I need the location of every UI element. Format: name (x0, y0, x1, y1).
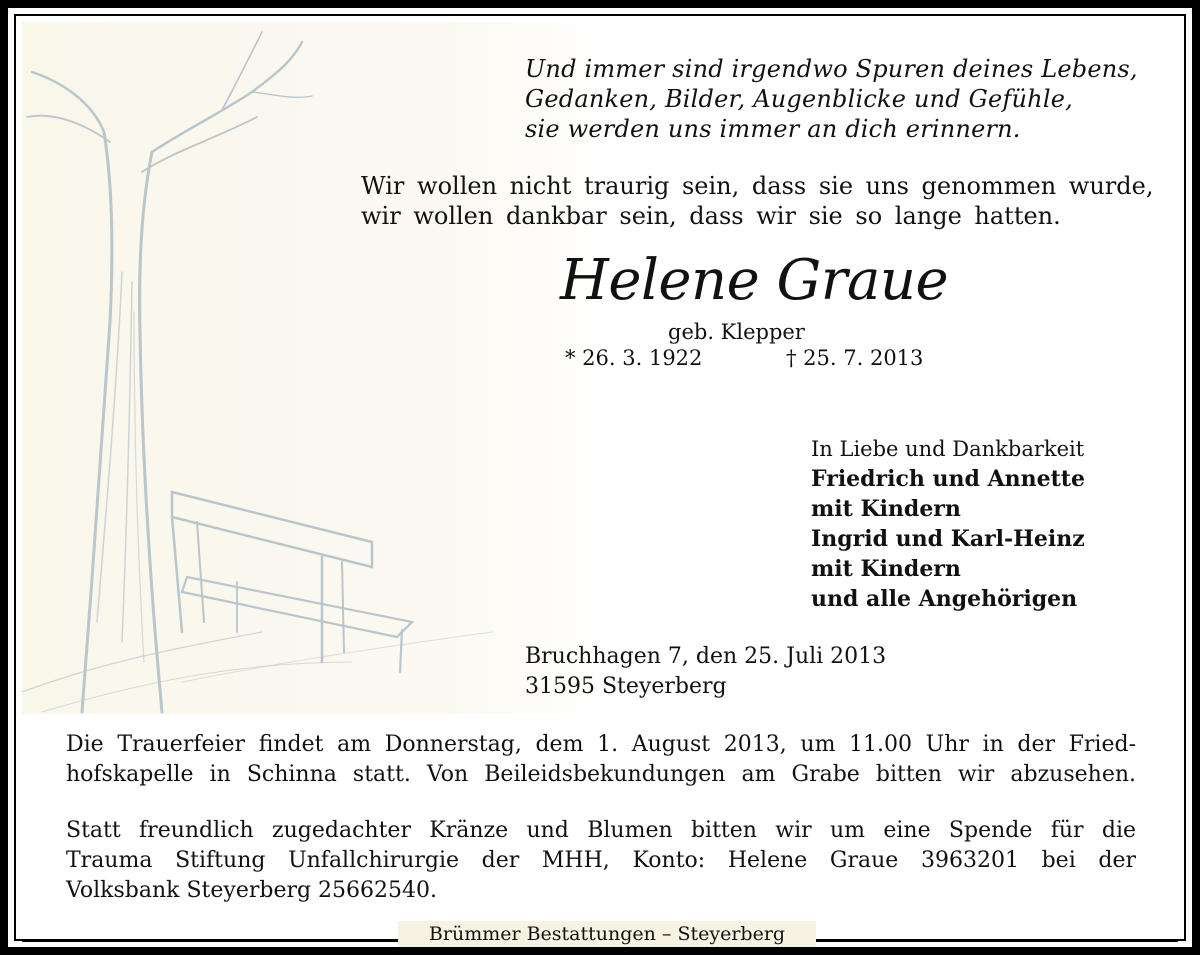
mourner-line-5: und alle Angehörigen (811, 586, 1078, 612)
mourner-line-3: Ingrid und Karl-Heinz (811, 526, 1085, 552)
quote-line-2: wir wollen dankbar sein, dass wir sie so lange hatten. (361, 202, 1061, 230)
deceased-name: Helene Graue (560, 248, 949, 313)
quote-line-1: Wir wollen nicht traurig sein, dass sie uns genommen wurde, (361, 172, 1154, 200)
donation-line-2: Trauma Stiftung Unfallchirurgie der MHH, Konto: Helene Graue 3963201 bei der (66, 848, 1136, 873)
mourners-intro: In Liebe und Dankbarkeit (811, 437, 1085, 461)
poem-line-3: sie werden uns immer an dich erinnern. (525, 115, 1021, 143)
address-line-2: 31595 Steyerberg (525, 674, 727, 699)
address-line-1: Bruchhagen 7, den 25. Juli 2013 (525, 644, 887, 669)
poem-line-2: Gedanken, Bilder, Augenblicke und Gefühle, (525, 85, 1073, 113)
footer-undertaker: Brümmer Bestattungen – Steyerberg (398, 921, 816, 947)
funeral-line-1: Die Trauerfeier findet am Donnerstag, dem 1. August 2013, um 11.00 Uhr in der Fried- (66, 732, 1136, 757)
mourner-line-2: mit Kindern (811, 496, 961, 522)
donation-line-1: Statt freundlich zugedachter Kränze und Blumen bitten wir um eine Spende für die (66, 818, 1136, 843)
mourner-line-4: mit Kindern (811, 556, 961, 582)
donation-line-3: Volksbank Steyerberg 25662540. (66, 878, 438, 903)
poem-line-1: Und immer sind irgendwo Spuren deines Lebens, (525, 55, 1138, 83)
death-date: † 25. 7. 2013 (786, 346, 924, 370)
funeral-line-2: hofskapelle in Schinna statt. Von Beileidsbekundungen am Grabe bitten wir abzusehen. (66, 762, 1136, 787)
birth-name: geb. Klepper (668, 320, 805, 344)
mourner-line-1: Friedrich und Annette (811, 466, 1085, 492)
birth-date: * 26. 3. 1922 (565, 346, 703, 370)
